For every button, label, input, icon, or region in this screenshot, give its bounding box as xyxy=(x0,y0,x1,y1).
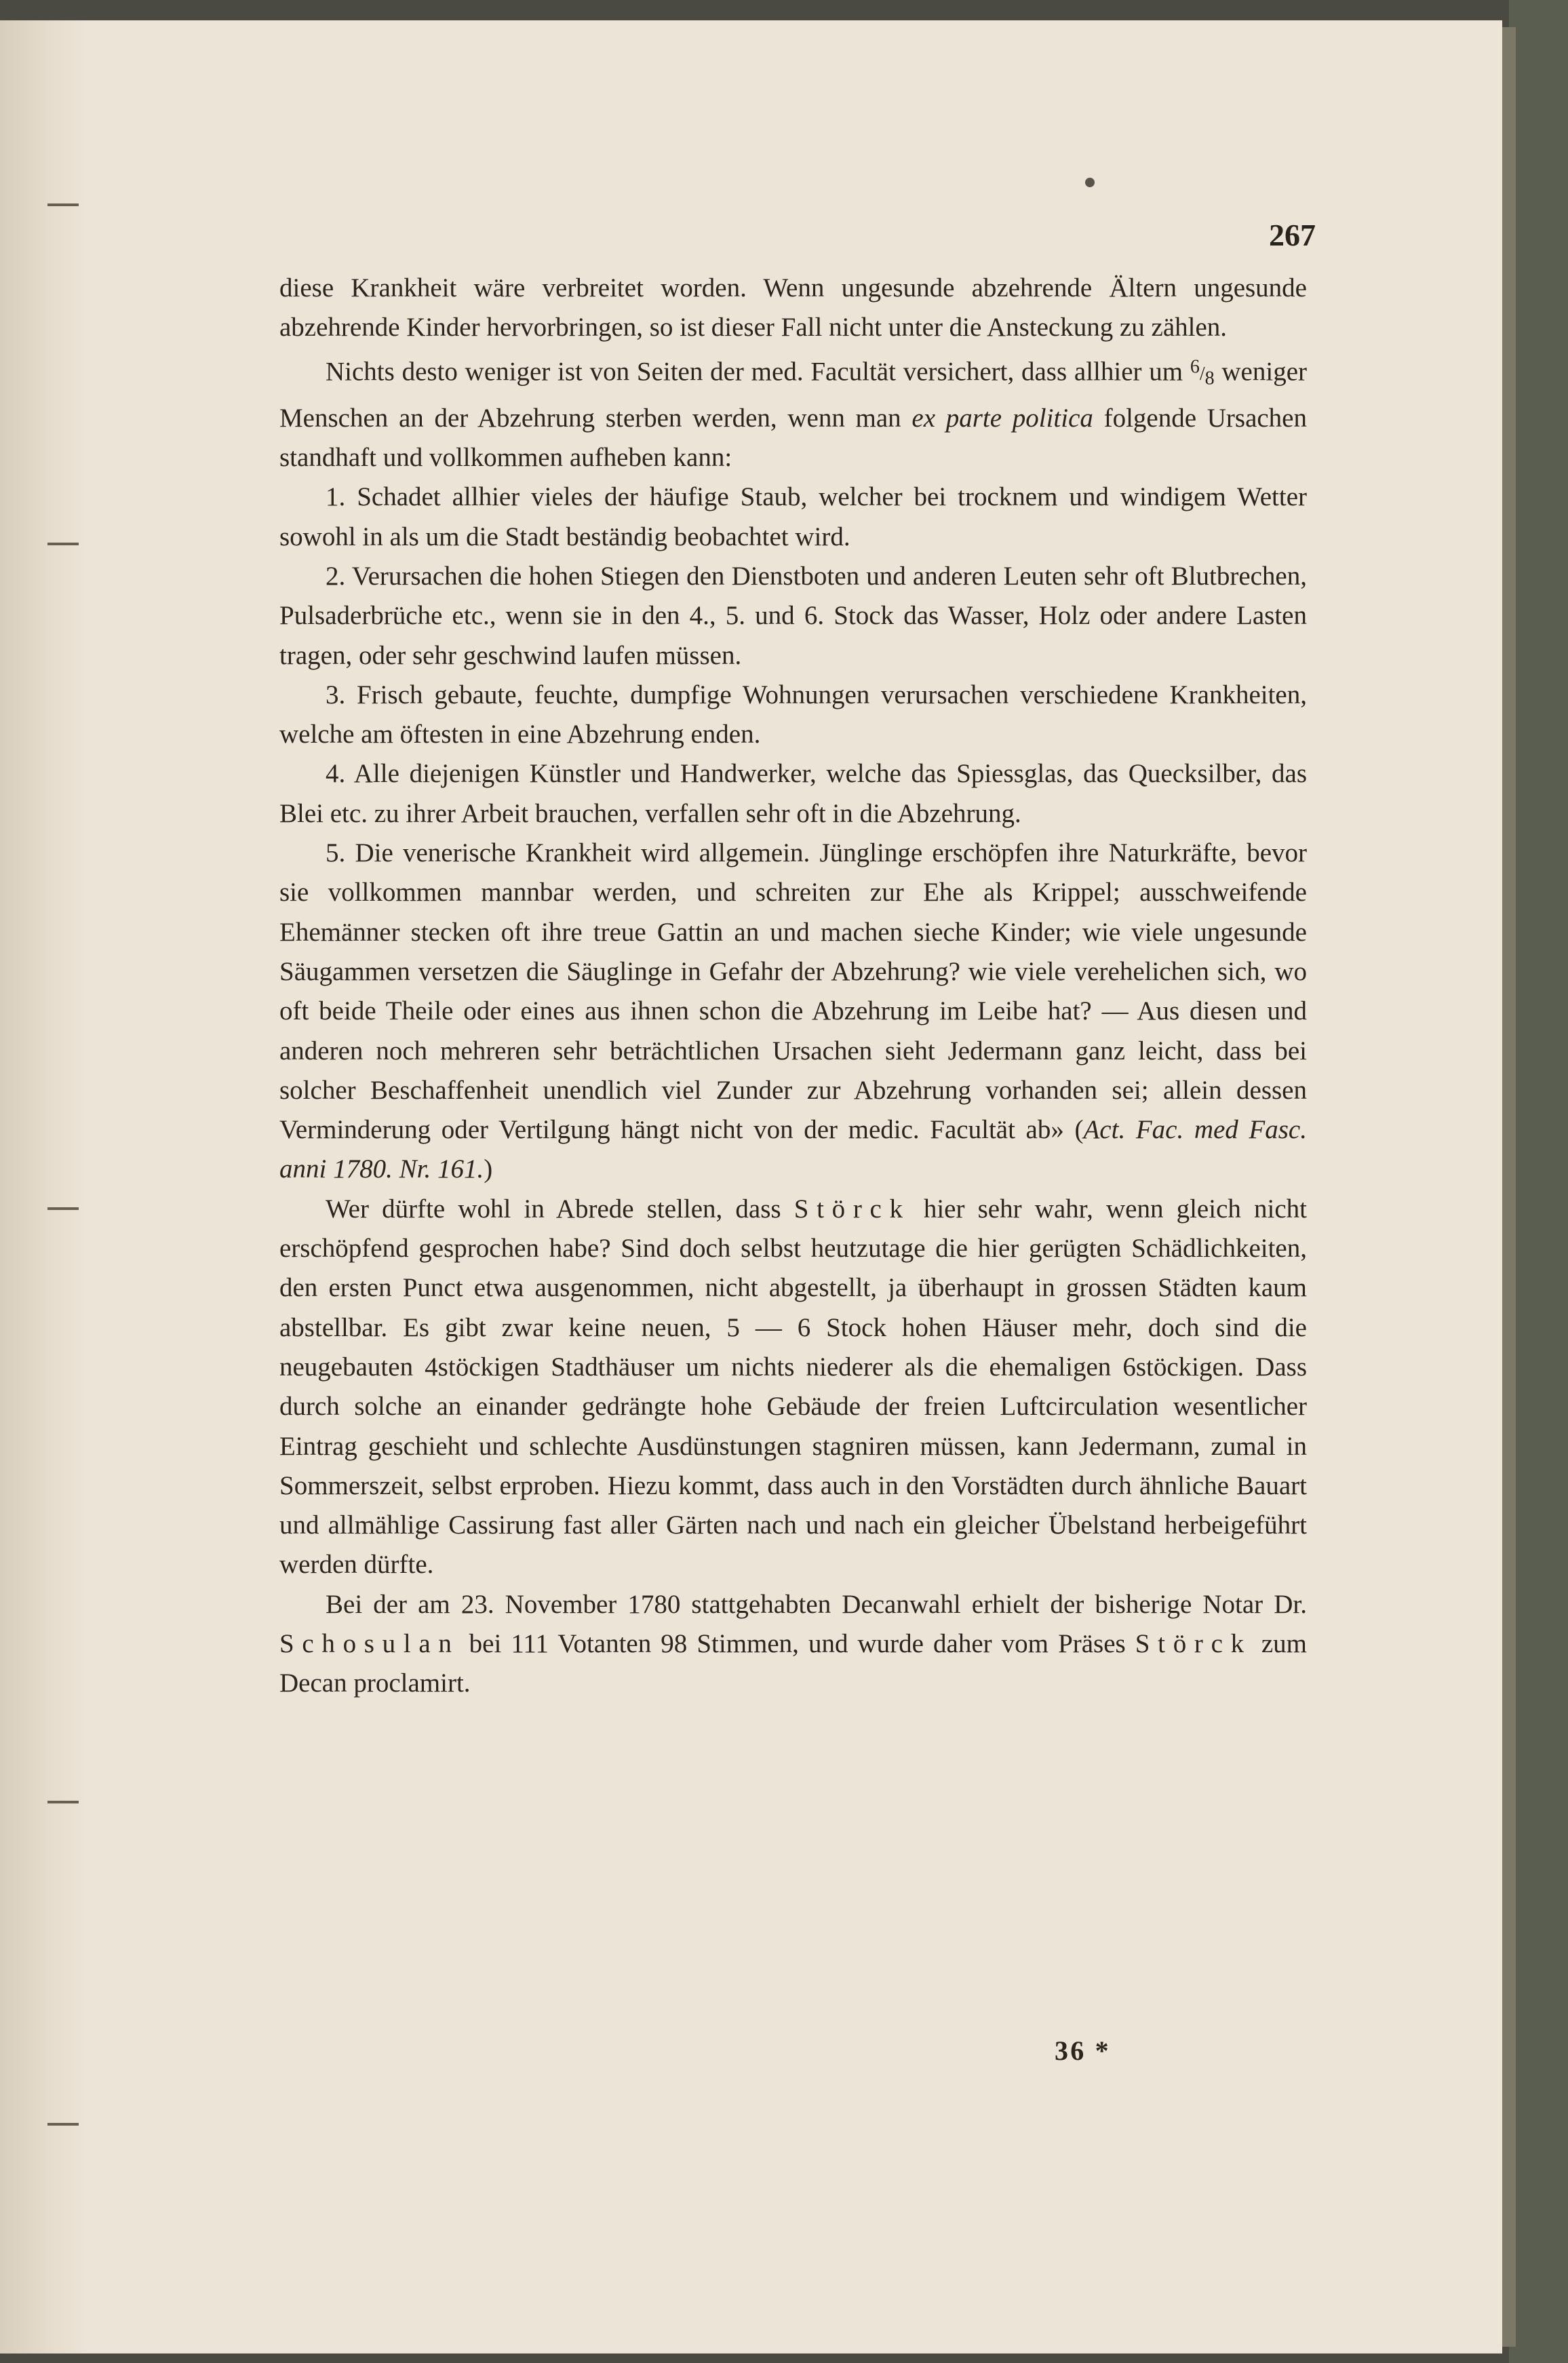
person-name: Schosulan xyxy=(279,1629,460,1659)
list-item xyxy=(279,477,1307,557)
list-item xyxy=(279,834,1307,1190)
text-run: bei 111 Votanten 98 Stimmen, und wurde daher vom Präses xyxy=(459,1629,1135,1659)
binding-mark xyxy=(47,1207,79,1210)
text-run: 2. Verursachen die hohen Stiegen den Dienstboten und anderen Leuten sehr oft Blutbrechen, Pulsaderbrüche etc., wenn sie in den 4., 5. und 6. Stock das Wasser, Holz oder andere Lasten tragen, oder sehr geschwind laufen müssen. xyxy=(279,562,1307,670)
binding-mark xyxy=(47,1801,79,1803)
text-run: Bei der am 23. November 1780 stattgehabten Decanwahl erhielt der bisherige Notar Dr. xyxy=(326,1589,1307,1619)
body-text xyxy=(279,269,1307,1704)
list-item xyxy=(279,754,1307,834)
text-run: 5. Die venerische Krankheit wird allgemein. Jünglinge erschöpfen ihre Naturkräfte, bevor sie vollkommen mannbar werden, und schreiten zur Ehe als Krippel; ausschweifende Ehemänner stecken oft ihre treue Gattin an und machen sieche Kinder; wie viele ungesunde Säugammen versetzen die Säuglinge in Gefahr der Abzehrung? wie viele verehelichen sich, wo oft beide Theile oder eines aus ihnen schon die Abzehrung im Leibe hat? — Aus diesen und anderen noch mehreren sehr beträchtlichen Ursachen sieht Jedermann ganz leicht, dass bei solcher Beschaffenheit unendlich viel Zunder zur Abzehrung vorhanden sei; allein dessen Verminderung oder Vertilgung hängt nicht von der medic. Facultät ab» ( xyxy=(279,838,1307,1145)
text-run: hier sehr wahr, wenn gleich nicht erschöpfend gesprochen habe? Sind doch selbst heutzutage die hier gerügten Schädlichkeiten, den ersten Punct etwa ausgenommen, nicht abgestellt, ja überhaupt in grossen Städten kaum abstellbar. Es gibt zwar keine neuen, 5 — 6 Stock hohen Häuser mehr, doch sind die neugebauten 4stöckigen Stadthäuser um nichts niederer als die ehemaligen 6stöckigen. Dass durch solche an einander gedrängte hohe Gebäude der freien Luftcirculation wesentlicher Eintrag geschieht und schlechte Ausdünstungen stagniren müssen, kann Jedermann, zumal in Sommerszeit, selbst erproben. Hiezu kommt, dass auch in den Vorstädten durch ähnliche Bauart und allmählige Cassirung fast aller Gärten nach und nach ein gleicher Übelstand herbeigeführt werden dürfte. xyxy=(279,1194,1307,1580)
paragraph xyxy=(279,348,1307,478)
text-run: 1. Schadet allhier vieles der häufige Staub, welcher bei trocknem und windigem Wetter sowohl in als um die Stadt beständig beobachtet wird. xyxy=(279,482,1307,551)
fraction-numerator: 6 xyxy=(1190,356,1200,378)
text-run: weniger Menschen an der Abzehrung sterben werden, wenn man xyxy=(279,356,1307,433)
binding-mark xyxy=(47,203,79,206)
list-item xyxy=(279,557,1307,676)
text-run: Wer dürfte wohl in Abrede stellen, dass xyxy=(326,1194,794,1224)
ink-speck xyxy=(1085,178,1095,187)
text-run: Nichts desto weniger ist von Seiten der med. Facultät versichert, dass allhier um xyxy=(326,356,1190,386)
text-run: folgende Ursachen standhaft und vollkommen aufheben kann: xyxy=(279,403,1307,473)
italic-phrase: ex parte politica xyxy=(912,403,1093,433)
person-name: Störck xyxy=(1135,1629,1252,1659)
text-run: diese Krankheit wäre verbreitet worden. Wenn ungesunde abzehrende Ältern ungesunde abzehrende Kinder hervorbringen, so ist dieser Fall nicht unter die Ansteckung zu zählen. xyxy=(279,273,1307,343)
text-run: 3. Frisch gebaute, feuchte, dumpfige Wohnungen verursachen verschiedene Krankheiten, welche am öftesten in eine Abzehrung enden. xyxy=(279,680,1307,749)
book-cover xyxy=(1509,0,1568,2363)
page-number: 267 xyxy=(1269,218,1316,252)
margin-marks xyxy=(47,0,88,2363)
text-run: 4. Alle diejenigen Künstler und Handwerker, welche das Spiessglas, das Quecksilber, das Blei etc. zu ihrer Arbeit brauchen, verfallen sehr oft in die Abzehrung. xyxy=(279,759,1307,828)
paragraph xyxy=(279,1190,1307,1585)
person-name: Störck xyxy=(793,1194,911,1224)
text-run: ) xyxy=(484,1154,493,1184)
fraction: 6/8 xyxy=(1190,356,1215,389)
signature-mark: 36 * xyxy=(1055,2035,1111,2066)
text-run: zum Decan proclamirt. xyxy=(279,1629,1307,1698)
fraction-denominator: 8 xyxy=(1204,368,1215,389)
paragraph xyxy=(279,1585,1307,1704)
binding-mark xyxy=(47,543,79,545)
binding-mark xyxy=(47,2123,79,2126)
paragraph xyxy=(279,269,1307,348)
citation: Act. Fac. med Fasc. anni 1780. Nr. 161. xyxy=(279,1115,1307,1184)
list-item xyxy=(279,676,1307,755)
